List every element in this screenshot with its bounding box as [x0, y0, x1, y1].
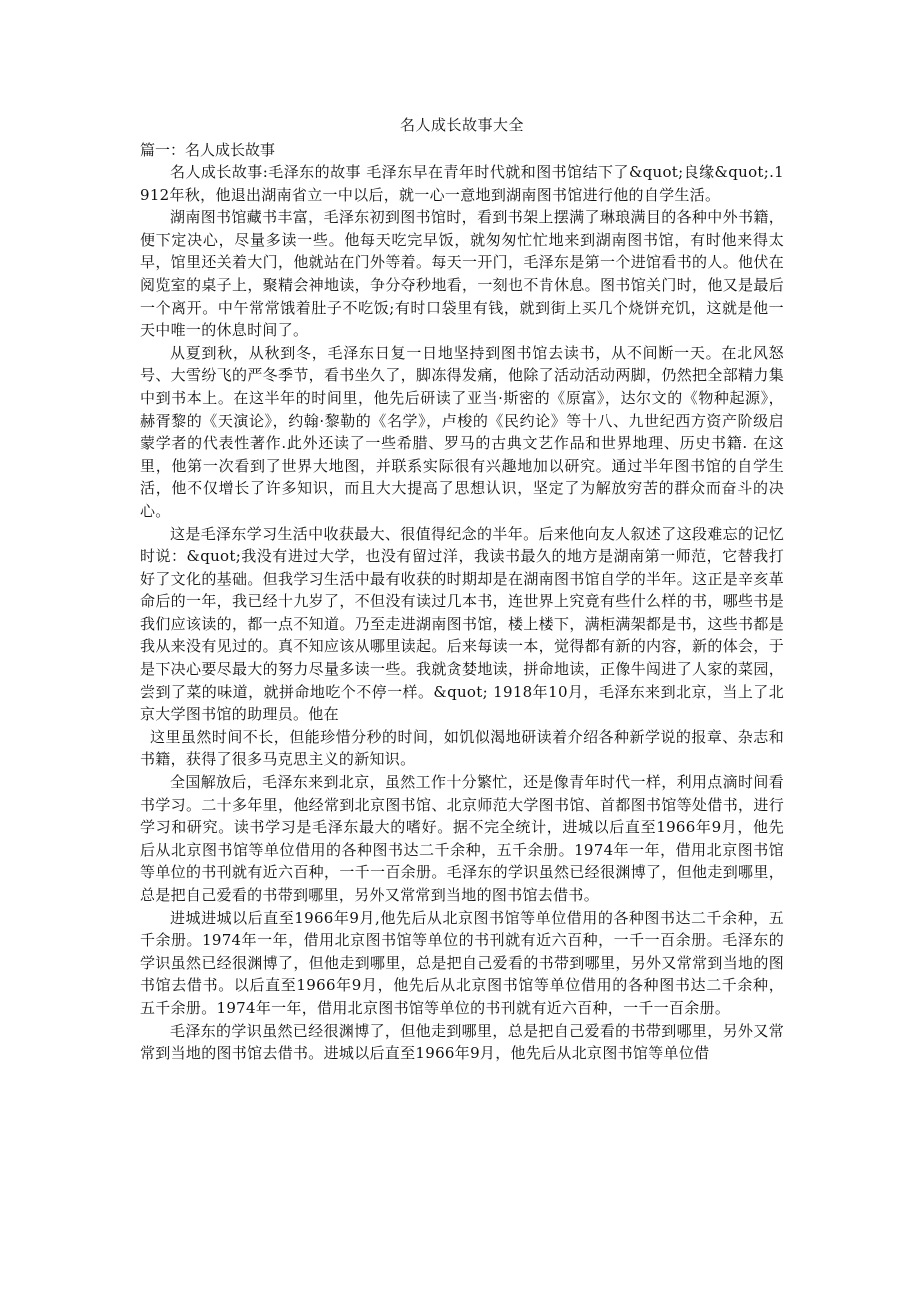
paragraph: 名人成长故事:毛泽东的故事 毛泽东早在青年时代就和图书馆结下了&quot;良缘&quot;.1912年秋，他退出湖南省立一中以后，就一心一意地到湖南图书馆进行他的自学生活。	[140, 163, 784, 204]
paragraph: 毛泽东的学识虽然已经很渊博了，但他走到哪里，总是把自己爱看的书带到哪里，另外又常常到当地的图书馆去借书。进城以后直至1966年9月，他先后从北京图书馆等单位借	[140, 1021, 784, 1063]
paragraph: 进城进城以后直至1966年9月,他先后从北京图书馆等单位借用的各种图书达二千余种，五千余册。1974年一年，借用北京图书馆等单位的书刊就有近六百种，一千一百余册。毛泽东的学识虽然已经很渊博了，但他走到哪里，总是把自己爱看的书带到哪里，另外又常常到当地的图书馆去借书。以后直至1966年9月，他先后从北京图书馆等单位借用的各种图书达二千余种，五千余册。1974年一年，借用北京图书馆等单位的书刊就有近六百种，一千一百余册。	[140, 908, 784, 1017]
section-heading: 篇一：名人成长故事	[140, 141, 276, 159]
paragraph: 这里虽然时间不长，但能珍惜分秒的时间，如饥似渴地研读着介绍各种新学说的报章、杂志和书籍，获得了很多马克思主义的新知识。	[140, 727, 784, 769]
document-title: 名人成长故事大全	[399, 116, 524, 134]
paragraph: 湖南图书馆藏书丰富，毛泽东初到图书馆时，看到书架上摆满了琳琅满目的各种中外书籍，便下定决心，尽量多读一些。他每天吃完早饭，就匆匆忙忙地来到湖南图书馆，有时他来得太早，馆里还关着大门，他就站在门外等着。每天一开门，毛泽东是第一个进馆看书的人。他伏在阅览室的桌子上，聚精会神地读，争分夺秒地看，一刻也不肯休息。图书馆关门时，他又是最后一个离开。中午常常饿着肚子不吃饭;有时口袋里有钱，就到街上买几个烧饼充饥，这就是他一天中唯一的休息时间了。	[140, 208, 784, 340]
document-page	[140, 112, 784, 1065]
paragraph: 全国解放后，毛泽东来到北京，虽然工作十分繁忙，还是像青年时代一样，利用点滴时间看书学习。二十多年里，他经常到北京图书馆、北京师范大学图书馆、首都图书馆等处借书，进行学习和研究。读书学习是毛泽东最大的嗜好。据不完全统计，进城以后直至1966年9月，他先后从北京图书馆等单位借用的各种图书达二千余种，五千余册。1974年一年，借用北京图书馆等单位的书刊就有近六百种，一千一百余册。毛泽东的学识虽然已经很渊博了，但他走到哪里，总是把自己爱看的书带到哪里，另外又常常到当地的图书馆去借书。	[140, 773, 784, 904]
paragraph: 从夏到秋，从秋到冬，毛泽东日复一日地坚持到图书馆去读书，从不间断一天。在北风怒号、大雪纷飞的严冬季节，看书坐久了，脚冻得发痛，他除了活动活动两脚，仍然把全部精力集中到书本上。在这半年的时间里，他先后研读了亚当·斯密的《原富》，达尔文的《物种起源》，赫胥黎的《天演论》，约翰·黎勒的《名学》，卢梭的《民约论》等十八、九世纪西方资产阶级启蒙学者的代表性著作.此外还读了一些希腊、罗马的古典文艺作品和世界地理、历史书籍. 在这里，他第一次看到了世界大地图，并联系实际很有兴趣地加以研究。通过半年图书馆的自学生活，他不仅增长了许多知识，而且大大提高了思想认识，坚定了为解放穷苦的群众而奋斗的决心。	[140, 343, 784, 520]
paragraph: 这是毛泽东学习生活中收获最大、很值得纪念的半年。后来他向友人叙述了这段难忘的记忆时说：&quot;我没有进过大学，也没有留过洋，我读书最久的地方是湖南第一师范，它替我打好了文化的基础。但我学习生活中最有收获的时期却是在湖南图书馆自学的半年。这正是辛亥革命后的一年，我已经十九岁了，不但没有读过几本书，连世界上究竟有些什么样的书，哪些书是我们应该读的，都一点不知道。乃至走进湖南图书馆，楼上楼下，满柜满架都是书，这些书都是我从来没有见过的。真不知应该从哪里读起。后来每读一本，觉得都有新的内容，新的体会，于是下决心要尽最大的努力尽量多读一些。我就贪婪地读，拼命地读，正像牛闯进了人家的菜园，尝到了菜的味道，就拼命地吃个不停一样。&quot; 1918年10月，毛泽东来到北京，当上了北京大学图书馆的助理员。他在	[140, 524, 784, 724]
